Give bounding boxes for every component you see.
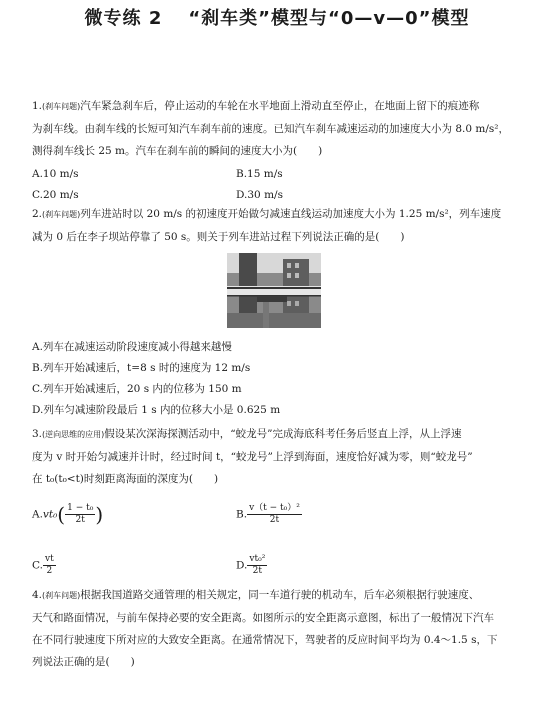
q4-line2: 天气和路面情况，与前车保持必要的安全距离。如图所示的安全距离示意图，标出了一般情况下汽车 bbox=[32, 612, 494, 624]
q3-option-c[interactable]: C. $\frac{vt}{2}$ bbox=[32, 554, 54, 576]
question-4 bbox=[32, 584, 526, 673]
q3-c-fraction: $\frac{vt}{2}$ bbox=[45, 554, 54, 576]
q4-line4: 列说法正确的是( ) bbox=[32, 656, 135, 668]
q1-line2: 为刹车线。由刹车线的长短可知汽车刹车前的速度。已知汽车刹车减速运动的加速度大小为 8.0 m/s²， bbox=[32, 123, 509, 135]
q4-line3: 在不同行驶速度下所对应的大致安全距离。在通常情况下，驾驶者的反应时间平均为 0.4～1.5 s，下 bbox=[32, 634, 498, 646]
title-sub: “刹车类”模型与“0—v—0”模型 bbox=[188, 8, 470, 29]
question-1 bbox=[32, 95, 526, 162]
q4-line1: 4.(刹车问题)根据我国道路交通管理的相关规定，同一车道行驶的机动车，后车必须根据行驶速度、 bbox=[32, 589, 480, 601]
q2-option-d[interactable]: D.列车匀减速阶段最后 1 s 内的位移大小是 0.625 m bbox=[32, 404, 281, 416]
question-2 bbox=[32, 203, 526, 248]
q2-option-c[interactable]: C.列车开始减速后，20 s 内的位移为 150 m bbox=[32, 383, 242, 395]
q3-option-b[interactable]: B. $\frac{\text{v（t − t₀）²}}{2t}$ bbox=[236, 503, 300, 525]
q3-line3: 在 t₀(t₀<t)时刻距离海面的深度为( ) bbox=[32, 473, 219, 485]
train-building-photo bbox=[227, 253, 321, 328]
q4-tag: (刹车问题) bbox=[42, 591, 81, 600]
q3-option-a[interactable]: A.vt₀( $\frac{\text{1 − t₀}}{2t}$ ) bbox=[32, 502, 104, 527]
q2-option-a[interactable]: A.列车在减速运动阶段速度减小得越来越慢 bbox=[32, 341, 232, 353]
q2-option-b[interactable]: B.列车开始减速后，t=8 s 时的速度为 12 m/s bbox=[32, 362, 251, 374]
q1-line1: 1.(刹车问题)汽车紧急刹车后，停止运动的车轮在水平地面上滑动直至停止，在地面上留下的痕迹称 bbox=[32, 100, 480, 112]
q3-b-fraction: $\frac{\text{v（t − t₀）²}}{2t}$ bbox=[249, 503, 300, 525]
page-title bbox=[0, 4, 554, 30]
q1-option-d[interactable]: D.30 m/s bbox=[236, 189, 283, 201]
q3-line1: 3.(逆向思维的应用)假设某次深海探测活动中，“蛟龙号”完成海底科考任务后竖直上浮，从上浮速 bbox=[32, 428, 462, 440]
q3-line2: 度为 v 时开始匀减速并计时，经过时间 t，“蛟龙号”上浮到海面，速度恰好减为零，则“蛟龙号” bbox=[32, 451, 473, 463]
q3-option-d[interactable]: D. $\frac{\text{vt₀²}}{2t}$ bbox=[236, 554, 266, 576]
q1-option-b[interactable]: B.15 m/s bbox=[236, 168, 283, 180]
q1-option-c[interactable]: C.20 m/s bbox=[32, 189, 79, 201]
q3-tag: (逆向思维的应用) bbox=[42, 430, 105, 439]
q1-tag: (刹车问题) bbox=[42, 102, 81, 111]
title-main: 微专练 2 bbox=[84, 8, 163, 29]
q2-tag: (刹车问题) bbox=[42, 210, 81, 219]
q2-line1: 2.(刹车问题)列车进站时以 20 m/s 的初速度开始做匀减速直线运动加速度大小为 1.25 m/s²，列车速度 bbox=[32, 208, 502, 220]
q1-line3: 测得刹车线长 25 m。汽车在刹车前的瞬间的速度大小为( ) bbox=[32, 145, 323, 157]
q3-d-fraction: $\frac{\text{vt₀²}}{2t}$ bbox=[249, 554, 266, 576]
question-3 bbox=[32, 423, 526, 490]
q2-line2: 减为 0 后在李子坝站停靠了 50 s。则关于列车进站过程下列说法正确的是( ) bbox=[32, 231, 405, 243]
q1-option-a[interactable]: A.10 m/s bbox=[32, 168, 79, 180]
q3-a-expression: $\frac{\text{1 − t₀}}{2t}$ bbox=[67, 503, 94, 525]
